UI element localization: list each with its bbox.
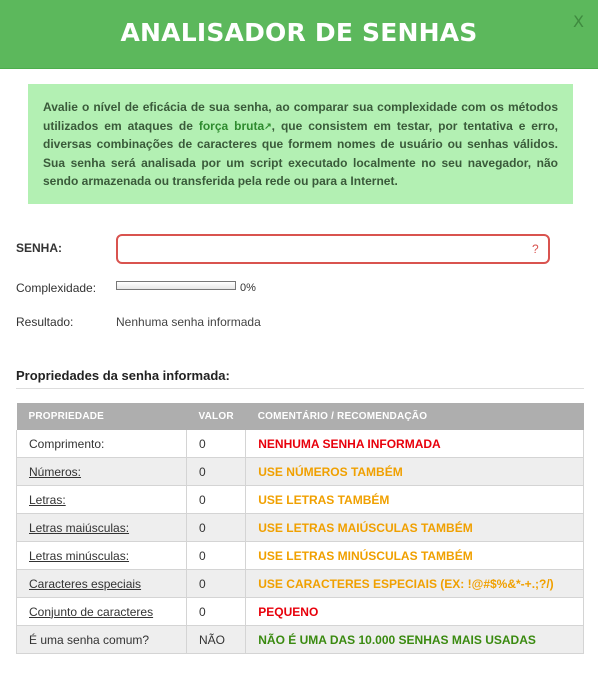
- property-value: 0: [187, 570, 246, 598]
- property-value: 0: [187, 486, 246, 514]
- result-text: Nenhuma senha informada: [116, 315, 261, 329]
- property-comment: USE NÚMEROS TAMBÉM: [246, 458, 584, 486]
- complexity-percent: 0%: [240, 282, 256, 294]
- property-name-cell[interactable]: [17, 486, 187, 514]
- property-value: 0: [187, 458, 246, 486]
- table-row: [17, 458, 584, 486]
- complexity-label: Complexidade:: [16, 281, 97, 295]
- property-comment: USE LETRAS TAMBÉM: [246, 486, 584, 514]
- properties-table: [16, 403, 584, 654]
- table-row: [17, 542, 584, 570]
- complexity-meter: [116, 281, 236, 290]
- table-row: [17, 598, 584, 626]
- property-value: NÃO: [187, 626, 246, 654]
- property-name[interactable]: Letras minúsculas:: [29, 548, 130, 563]
- table-row: [17, 570, 584, 598]
- property-name-cell[interactable]: [17, 458, 187, 486]
- property-comment: NÃO É UMA DAS 10.000 SENHAS MAIS USADAS: [246, 626, 584, 654]
- table-row: [17, 430, 584, 458]
- close-icon[interactable]: X: [573, 12, 584, 31]
- password-label: SENHA:: [16, 241, 63, 255]
- property-comment: NENHUMA SENHA INFORMADA: [246, 430, 584, 458]
- property-comment: USE LETRAS MAIÚSCULAS TAMBÉM: [246, 514, 584, 542]
- property-name[interactable]: Letras:: [29, 492, 66, 507]
- table-row: [17, 486, 584, 514]
- property-name: É uma senha comum?: [29, 632, 150, 647]
- help-icon[interactable]: ?: [532, 242, 539, 256]
- property-name: Comprimento:: [29, 436, 105, 451]
- property-name[interactable]: Letras maiúsculas:: [29, 520, 130, 535]
- info-text-after: , que consistem em testar, por tentativa e erro, diversas combinações de caracteres que formem nomes de usuário ou senhas válidos. Sua senha será analisada por um script executado localmente no seu navegador, não sendo armazenada ou transferida pela rede ou para a Internet.: [43, 118, 558, 188]
- section-divider: [16, 388, 584, 389]
- property-name-cell[interactable]: [17, 598, 187, 626]
- brute-force-link[interactable]: [199, 119, 272, 133]
- property-value: 0: [187, 542, 246, 570]
- table-header-row: [17, 403, 584, 430]
- info-box: [28, 84, 573, 204]
- property-name-cell[interactable]: [17, 514, 187, 542]
- property-name-cell[interactable]: [17, 542, 187, 570]
- property-value: 0: [187, 598, 246, 626]
- table-row: [17, 514, 584, 542]
- property-name[interactable]: Caracteres especiais: [29, 576, 142, 591]
- property-comment: PEQUENO: [246, 598, 584, 626]
- property-name-cell: [17, 430, 187, 458]
- property-name[interactable]: Números:: [29, 464, 82, 479]
- column-header-property: PROPRIEDADE: [17, 403, 187, 430]
- properties-title: Propriedades da senha informada:: [16, 368, 230, 383]
- info-text-before: Avalie o nível de eficácia de sua senha, ao comparar sua complexidade com os métodos utilizados em ataques de: [43, 100, 558, 133]
- property-name-cell[interactable]: [17, 570, 187, 598]
- property-comment: USE LETRAS MINÚSCULAS TAMBÉM: [246, 542, 584, 570]
- property-comment: USE CARACTERES ESPECIAIS (EX: !@#$%&*-+.;?/): [246, 570, 584, 598]
- property-name[interactable]: Conjunto de caracteres: [29, 604, 154, 619]
- property-value: 0: [187, 430, 246, 458]
- password-input[interactable]: [116, 234, 550, 264]
- result-label: Resultado:: [16, 315, 74, 329]
- property-name-cell: [17, 626, 187, 654]
- header-bar: [0, 0, 598, 69]
- external-link-icon: ↗: [264, 120, 272, 131]
- page-title: ANALISADOR DE SENHAS: [120, 18, 478, 47]
- table-row: [17, 626, 584, 654]
- column-header-comment: COMENTÁRIO / RECOMENDAÇÃO: [246, 403, 584, 430]
- brute-force-link-text[interactable]: força bruta: [198, 118, 265, 133]
- property-value: 0: [187, 514, 246, 542]
- column-header-value: VALOR: [187, 403, 246, 430]
